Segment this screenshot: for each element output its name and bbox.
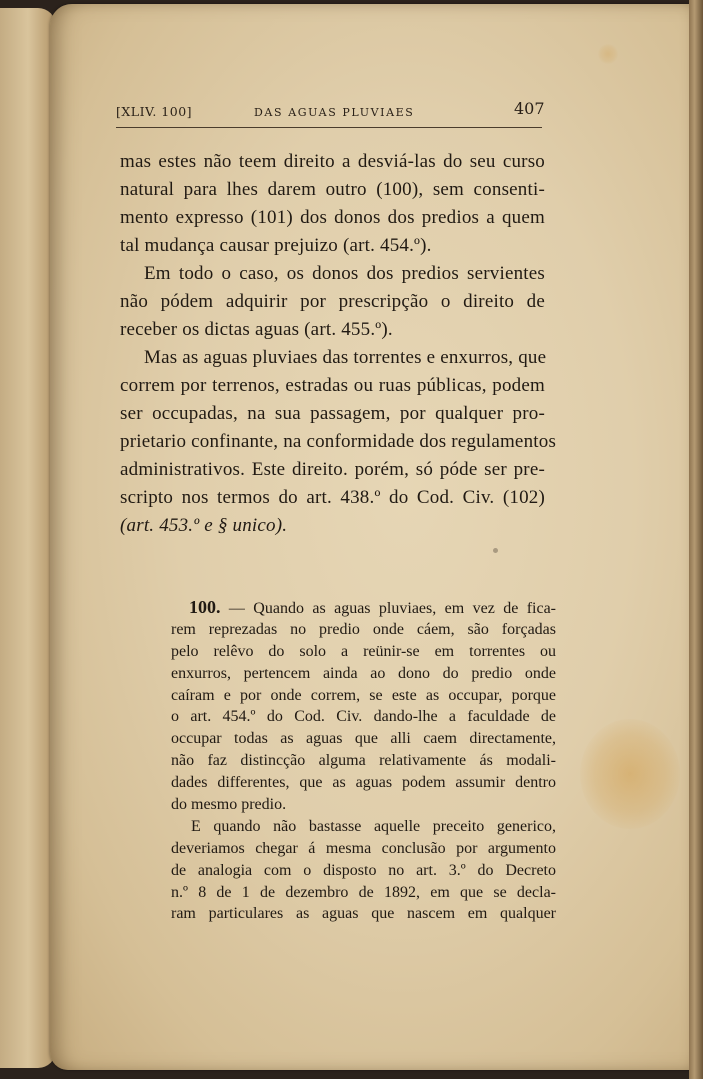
footnote <box>171 597 556 925</box>
body-line: Em todo o caso, os donos dos predios servientes <box>144 263 545 284</box>
footnote-line: ram particulares as aguas que nascem em qualquer <box>171 905 556 923</box>
header-title: DAS AGUAS PLUVIAES <box>254 106 415 119</box>
body-line: correm por terrenos, estradas ou ruas públicas, podem <box>120 375 545 396</box>
footnote-line: caíram e por onde correm, se este as occupar, porque <box>171 686 556 704</box>
body-line: natural para lhes darem outro (100), sem consenti- <box>120 179 545 200</box>
footnote-line: occupar todas as aguas que alli caem directamente, <box>171 730 556 748</box>
footnote-line: o art. 454.º do Cod. Civ. dando-lhe a faculdade de <box>171 708 556 726</box>
body-line: Mas as aguas pluviaes das torrentes e enxurros, que <box>144 347 547 368</box>
header-rule <box>116 127 542 128</box>
header-section-ref: [XLIV. 100] <box>116 104 193 119</box>
body-line: administrativos. Este direito. porém, só póde ser pre- <box>120 459 545 480</box>
ink-dot <box>493 548 498 553</box>
footnote-line: dades differentes, que as aguas podem assumir dentro <box>171 774 556 792</box>
footnote-line: pelo relêvo do solo a reünir-se em torrentes ou <box>171 642 556 660</box>
body-line: não pódem adquirir por prescripção o direito de <box>120 291 545 312</box>
footnote-line: n.º 8 de 1 de dezembro de 1892, em que se decla- <box>171 883 556 901</box>
body-line: tal mudança causar prejuizo (art. 454.º). <box>120 235 432 256</box>
footnote-number: 100. <box>189 597 221 617</box>
body-line: (art. 453.º e § unico). <box>120 515 288 536</box>
body-line: receber os dictas aguas (art. 455.º). <box>120 319 393 340</box>
footnote-line: deveriamos chegar á mesma conclusão por argumento <box>171 839 556 857</box>
body-line: scripto nos termos do art. 438.º do Cod. Civ. (102) <box>120 487 545 508</box>
footnote-line: rem reprezadas no predio onde cáem, são forçadas <box>171 620 556 638</box>
foxing-stain <box>580 719 680 829</box>
body-line: ser occupadas, na sua passagem, por qualquer pro- <box>120 403 545 424</box>
body-line: prietario confinante, na conformidade dos regulamentos <box>120 431 557 452</box>
body-line: mento expresso (101) dos donos dos predios a quem <box>120 207 545 228</box>
footnote-line: enxurros, pertencem ainda ao dono do predio onde <box>171 664 556 682</box>
foxing-stain <box>598 44 618 64</box>
footnote-line: de analogia com o disposto no art. 3.º do Decreto <box>171 861 556 879</box>
page-edge-right <box>689 0 703 1079</box>
footnote-line: do mesmo predio. <box>171 796 287 814</box>
footnote-line-first <box>171 597 556 619</box>
footnote-line: — Quando as aguas pluviaes, em vez de fica- <box>228 600 557 617</box>
body-line: mas estes não teem direito a desviá-las do seu curso <box>120 151 545 172</box>
facing-page-edge <box>0 8 56 1068</box>
page-number: 407 <box>514 99 545 118</box>
footnote-line: não faz distincção alguma relativamente ás modali- <box>171 752 556 770</box>
body-text <box>120 148 557 540</box>
footnote-line: E quando não bastasse aquelle preceito generico, <box>191 817 556 835</box>
